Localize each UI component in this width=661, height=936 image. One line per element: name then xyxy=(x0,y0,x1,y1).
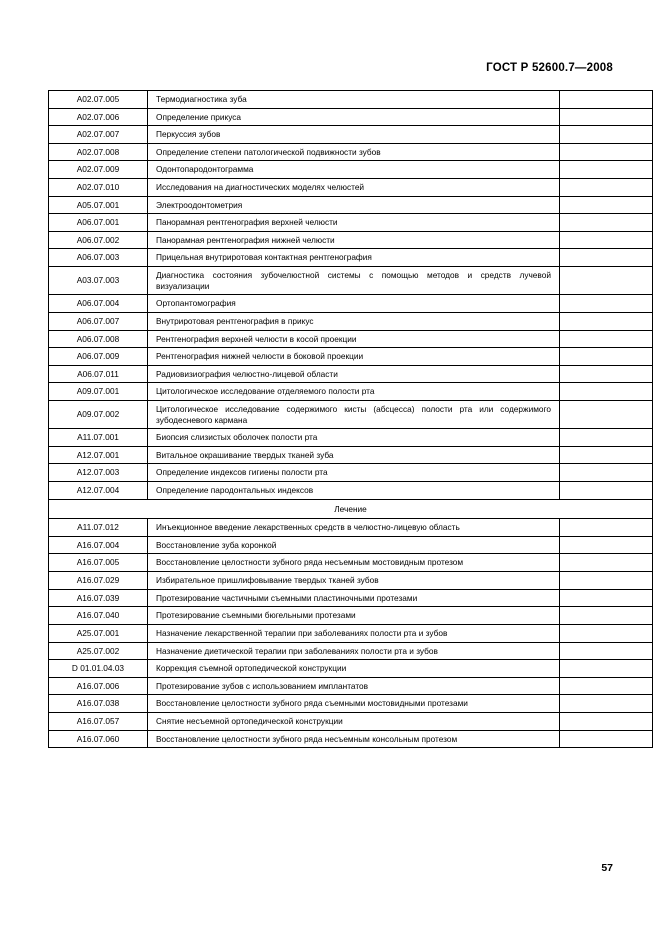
service-name: Панорамная рентгенография нижней челюсти xyxy=(148,231,560,249)
service-code: A16.07.057 xyxy=(49,712,148,730)
service-code: A05.07.001 xyxy=(49,196,148,214)
table-row xyxy=(49,196,653,214)
table-row xyxy=(49,519,653,537)
service-name: Панорамная рентгенография верхней челюсти xyxy=(148,214,560,232)
service-note-cell xyxy=(560,295,653,313)
service-code: D 01.01.04.03 xyxy=(49,660,148,678)
service-name: Электроодонтометрия xyxy=(148,196,560,214)
service-code: A11.07.001 xyxy=(49,429,148,447)
table-row xyxy=(49,446,653,464)
table-row xyxy=(49,730,653,748)
service-note-cell xyxy=(560,482,653,500)
service-note-cell xyxy=(560,126,653,144)
table-row xyxy=(49,429,653,447)
service-code: A16.07.029 xyxy=(49,572,148,590)
service-name: Рентгенография верхней челюсти в косой проекции xyxy=(148,330,560,348)
service-name: Назначение диетической терапии при заболеваниях полости рта и зубов xyxy=(148,642,560,660)
service-code: A25.07.002 xyxy=(49,642,148,660)
service-name: Биопсия слизистых оболочек полости рта xyxy=(148,429,560,447)
service-code: A25.07.001 xyxy=(49,624,148,642)
service-note-cell xyxy=(560,712,653,730)
service-code: A09.07.001 xyxy=(49,383,148,401)
service-note-cell xyxy=(560,730,653,748)
service-code: A06.07.009 xyxy=(49,348,148,366)
service-note-cell xyxy=(560,429,653,447)
service-code: A16.07.006 xyxy=(49,677,148,695)
table-row xyxy=(49,126,653,144)
service-name: Снятие несъемной ортопедической конструкции xyxy=(148,712,560,730)
service-code: A11.07.012 xyxy=(49,519,148,537)
section-title: Лечение xyxy=(49,499,653,519)
table-row xyxy=(49,312,653,330)
service-note-cell xyxy=(560,519,653,537)
service-note-cell xyxy=(560,143,653,161)
service-name: Исследования на диагностических моделях челюстей xyxy=(148,179,560,197)
service-name: Назначение лекарственной терапии при заболеваниях полости рта и зубов xyxy=(148,624,560,642)
services-table xyxy=(48,90,653,748)
service-code: A02.07.007 xyxy=(49,126,148,144)
table-row xyxy=(49,712,653,730)
service-code: A12.07.004 xyxy=(49,482,148,500)
service-code: A02.07.006 xyxy=(49,108,148,126)
services-table-body xyxy=(49,91,653,748)
table-row xyxy=(49,554,653,572)
table-row xyxy=(49,624,653,642)
table-row xyxy=(49,330,653,348)
service-name: Восстановление зуба коронкой xyxy=(148,536,560,554)
service-note-cell xyxy=(560,660,653,678)
service-name: Протезирование частичными съемными пластиночными протезами xyxy=(148,589,560,607)
table-row xyxy=(49,91,653,109)
table-row xyxy=(49,482,653,500)
table-row xyxy=(49,179,653,197)
service-note-cell xyxy=(560,607,653,625)
service-name: Внутриротовая рентгенография в прикус xyxy=(148,312,560,330)
service-note-cell xyxy=(560,624,653,642)
table-row xyxy=(49,572,653,590)
table-row xyxy=(49,383,653,401)
service-code: A02.07.009 xyxy=(49,161,148,179)
table-row xyxy=(49,660,653,678)
table-row xyxy=(49,695,653,713)
service-note-cell xyxy=(560,589,653,607)
table-row xyxy=(49,249,653,267)
service-name: Восстановление целостности зубного ряда съемными мостовидными протезами xyxy=(148,695,560,713)
service-note-cell xyxy=(560,400,653,428)
table-row xyxy=(49,642,653,660)
service-note-cell xyxy=(560,446,653,464)
service-name: Прицельная внутриротовая контактная рентгенография xyxy=(148,249,560,267)
service-note-cell xyxy=(560,179,653,197)
service-name: Одонтопародонтограмма xyxy=(148,161,560,179)
table-row xyxy=(49,267,653,295)
service-note-cell xyxy=(560,108,653,126)
service-code: A02.07.010 xyxy=(49,179,148,197)
service-name: Радиовизиография челюстно-лицевой области xyxy=(148,365,560,383)
service-note-cell xyxy=(560,365,653,383)
service-note-cell xyxy=(560,196,653,214)
table-row xyxy=(49,348,653,366)
service-note-cell xyxy=(560,214,653,232)
service-code: A06.07.007 xyxy=(49,312,148,330)
service-note-cell xyxy=(560,695,653,713)
service-code: A02.07.005 xyxy=(49,91,148,109)
service-name: Определение пародонтальных индексов xyxy=(148,482,560,500)
table-row xyxy=(49,365,653,383)
service-code: A06.07.002 xyxy=(49,231,148,249)
service-code: A16.07.060 xyxy=(49,730,148,748)
service-note-cell xyxy=(560,231,653,249)
service-name: Избирательное пришлифовывание твердых тканей зубов xyxy=(148,572,560,590)
table-section-row xyxy=(49,499,653,519)
service-note-cell xyxy=(560,554,653,572)
service-note-cell xyxy=(560,642,653,660)
service-code: A06.07.001 xyxy=(49,214,148,232)
service-code: A16.07.005 xyxy=(49,554,148,572)
services-table-container xyxy=(48,90,613,748)
service-code: A16.07.039 xyxy=(49,589,148,607)
service-code: A09.07.002 xyxy=(49,400,148,428)
service-code: A06.07.008 xyxy=(49,330,148,348)
service-note-cell xyxy=(560,161,653,179)
service-code: A16.07.038 xyxy=(49,695,148,713)
service-note-cell xyxy=(560,383,653,401)
service-name: Определение прикуса xyxy=(148,108,560,126)
service-note-cell xyxy=(560,677,653,695)
service-name: Восстановление целостности зубного ряда несъемным мостовидным протезом xyxy=(148,554,560,572)
service-code: A16.07.004 xyxy=(49,536,148,554)
table-row xyxy=(49,400,653,428)
service-note-cell xyxy=(560,91,653,109)
service-code: A16.07.040 xyxy=(49,607,148,625)
table-row xyxy=(49,464,653,482)
service-name: Определение степени патологической подвижности зубов xyxy=(148,143,560,161)
service-name: Цитологическое исследование содержимого кисты (абсцесса) полости рта или содержимого зубодесневого кармана xyxy=(148,400,560,428)
service-note-cell xyxy=(560,572,653,590)
service-code: A06.07.011 xyxy=(49,365,148,383)
service-name: Ортопантомография xyxy=(148,295,560,313)
service-name: Витальное окрашивание твердых тканей зуба xyxy=(148,446,560,464)
service-name: Определение индексов гигиены полости рта xyxy=(148,464,560,482)
table-row xyxy=(49,295,653,313)
table-row xyxy=(49,231,653,249)
service-name: Рентгенография нижней челюсти в боковой проекции xyxy=(148,348,560,366)
service-name: Протезирование зубов с использованием имплантатов xyxy=(148,677,560,695)
service-note-cell xyxy=(560,312,653,330)
service-note-cell xyxy=(560,464,653,482)
service-code: A12.07.001 xyxy=(49,446,148,464)
table-row xyxy=(49,143,653,161)
service-name: Протезирование съемными бюгельными протезами xyxy=(148,607,560,625)
service-name: Термодиагностика зуба xyxy=(148,91,560,109)
table-row xyxy=(49,536,653,554)
service-name: Перкуссия зубов xyxy=(148,126,560,144)
service-code: A03.07.003 xyxy=(49,267,148,295)
service-code: A06.07.003 xyxy=(49,249,148,267)
service-name: Инъекционное введение лекарственных средств в челюстно-лицевую область xyxy=(148,519,560,537)
table-row xyxy=(49,214,653,232)
service-note-cell xyxy=(560,267,653,295)
service-note-cell xyxy=(560,249,653,267)
service-code: A02.07.008 xyxy=(49,143,148,161)
service-name: Восстановление целостности зубного ряда несъемным консольным протезом xyxy=(148,730,560,748)
service-name: Диагностика состояния зубочелюстной системы с помощью методов и средств лучевой визуализации xyxy=(148,267,560,295)
page-number: 57 xyxy=(601,862,613,874)
table-row xyxy=(49,161,653,179)
service-code: A06.07.004 xyxy=(49,295,148,313)
table-row xyxy=(49,108,653,126)
service-note-cell xyxy=(560,536,653,554)
service-code: A12.07.003 xyxy=(49,464,148,482)
table-row xyxy=(49,607,653,625)
table-row xyxy=(49,677,653,695)
service-note-cell xyxy=(560,330,653,348)
table-row xyxy=(49,589,653,607)
service-note-cell xyxy=(560,348,653,366)
service-name: Коррекция съемной ортопедической конструкции xyxy=(148,660,560,678)
page-header-standard-number: ГОСТ Р 52600.7—2008 xyxy=(486,62,613,74)
service-name: Цитологическое исследование отделяемого полости рта xyxy=(148,383,560,401)
